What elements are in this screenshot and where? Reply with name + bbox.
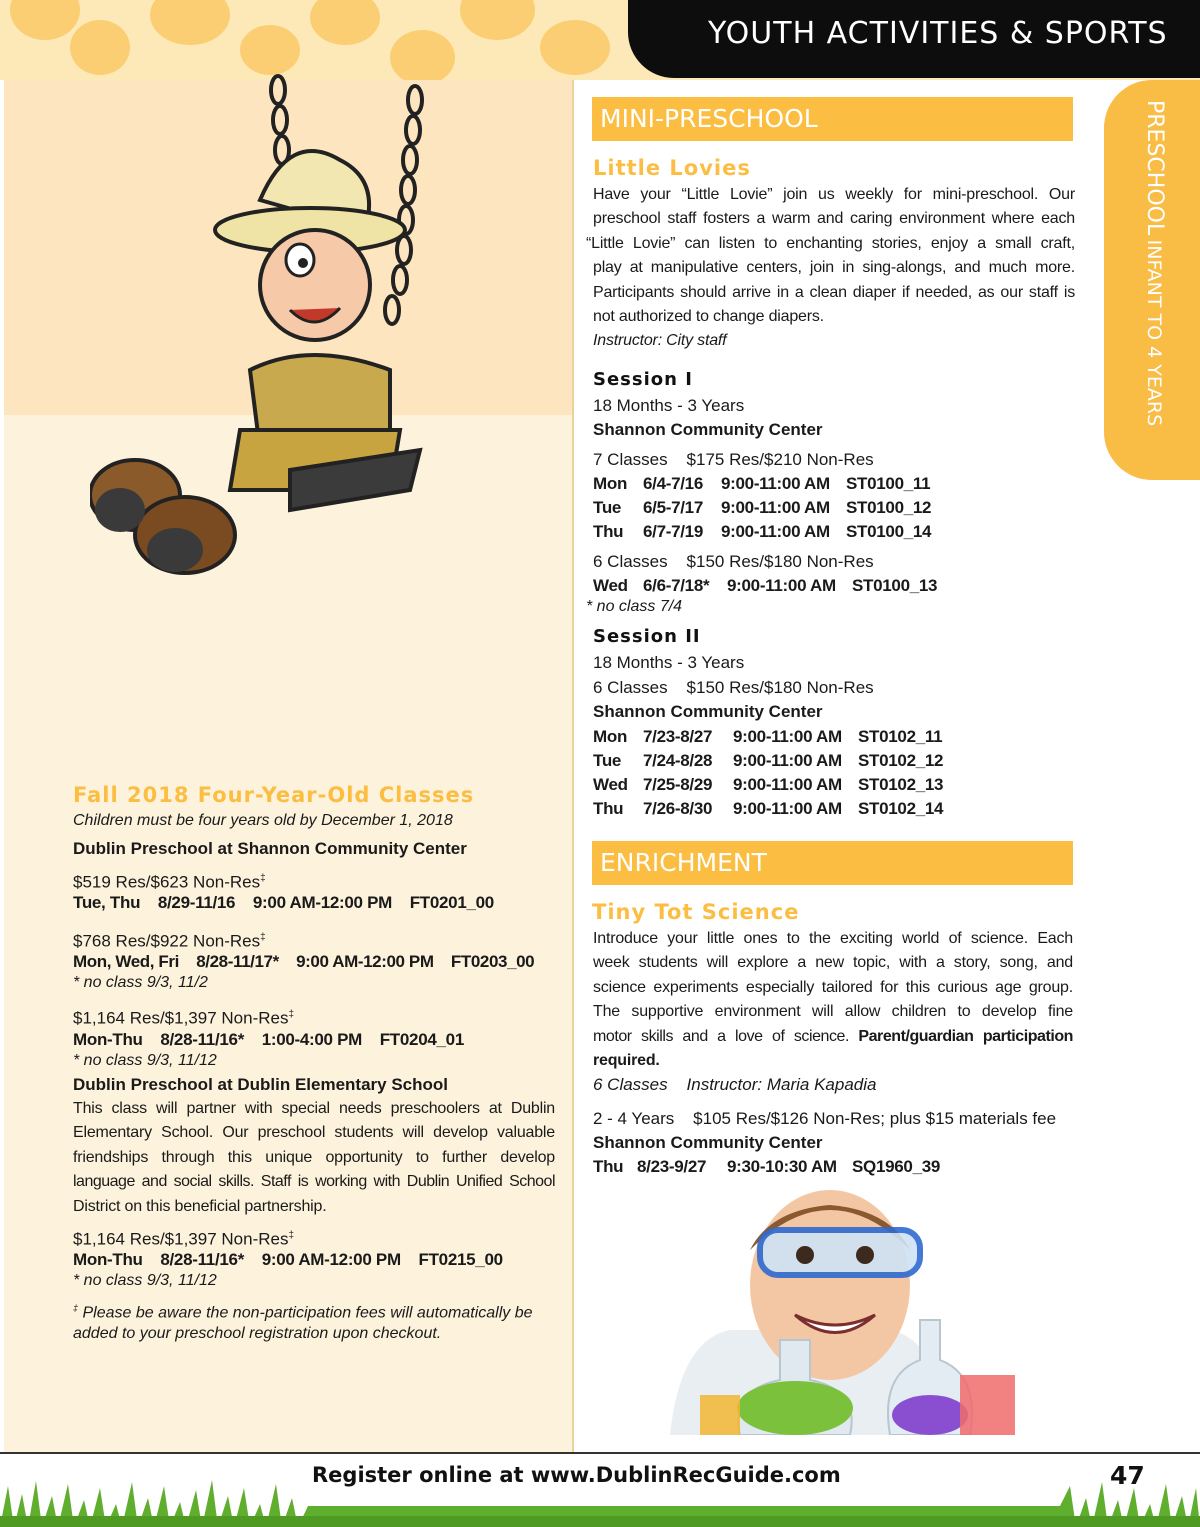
schedule-day: Tue (593, 498, 622, 517)
desc-line: Introduce your little ones to the exciting world of science. Each (593, 930, 1073, 947)
dagger-mark: ‡ (260, 873, 266, 884)
schedule-dates: 6/5-7/17 (643, 498, 703, 517)
fall-note-3: * no class 9/3, 11/12 (73, 1052, 217, 1069)
schedule-row (593, 749, 943, 773)
session-2-location: Shannon Community Center (593, 702, 823, 721)
desc-plain-part: motor skills and a love of science. (593, 1027, 859, 1045)
course-code: ST0100_13 (852, 576, 938, 595)
schedule-day: Tue (593, 751, 622, 770)
course-code: ST0100_12 (846, 498, 932, 517)
session-2-title: Session II (593, 626, 701, 647)
fall-description (73, 1097, 555, 1219)
fall-location-2: Dublin Preschool at Dublin Elementary School (73, 1075, 449, 1094)
side-tab-label (1106, 100, 1166, 470)
schedule-time: 9:00-11:00 AM (721, 522, 830, 541)
tiny-tot-classes-instructor: 6 Classes Instructor: Maria Kapadia (593, 1075, 877, 1094)
footnote-line (73, 1298, 533, 1323)
desc-line: Elementary School. Our preschool students will develop valuable (73, 1124, 555, 1142)
session-1-note: * no class 7/4 (586, 598, 683, 615)
fall-note-2: * no class 9/3, 11/2 (73, 974, 208, 991)
desc-line: required. (593, 1052, 660, 1070)
session-2-ages: 18 Months - 3 Years (593, 653, 745, 672)
desc-line: week students will explore a new topic, with a story, song, and (593, 954, 1073, 972)
session-1-group2-info: 6 Classes $150 Res/$180 Non-Res (593, 552, 874, 571)
schedule-day: Wed (593, 775, 628, 794)
schedule-day: Wed (593, 576, 628, 595)
tiny-tot-price: 2 - 4 Years $105 Res/$126 Non-Res; plus $15 materials fee (593, 1109, 1057, 1128)
course-code: SQ1960_39 (852, 1157, 941, 1176)
side-tab-line1: PRESCHOOL (1142, 100, 1167, 236)
desc-line: “Little Lovie” can listen to enchanting stories, enjoy a small craft, (586, 234, 1075, 252)
desc-line: Have your “Little Lovie” join us weekly for mini-preschool. Our (593, 186, 1075, 203)
course-code: ST0100_11 (846, 474, 931, 493)
mini-preschool-section-bar: MINI-PRESCHOOL (592, 97, 1073, 141)
dagger-mark: ‡ (288, 1009, 295, 1020)
desc-line: friendships through this unique opportunity to further develop (73, 1148, 555, 1166)
schedule-row (593, 496, 931, 520)
schedule-time: 9:00-11:00 AM (727, 576, 836, 595)
tiny-tot-science-title: Tiny Tot Science (592, 900, 800, 924)
boy-on-swing-illustration (90, 70, 430, 630)
schedule-row (593, 773, 943, 797)
register-online-text: Register online at www.DublinRecGuide.com (312, 1463, 841, 1487)
desc-line: play at manipulative centers, join in sing-alongs, and much more. (593, 259, 1075, 277)
schedule-dates: 6/6-7/18* (643, 576, 710, 595)
schedule-time: 9:00-11:00 AM (733, 775, 842, 794)
schedule-time: 9:00-11:00 AM (733, 751, 842, 770)
fall-schedule-row-4: Mon-Thu 8/28-11/16* 9:00 AM-12:00 PM FT0215_00 (73, 1250, 503, 1269)
desc-line: science experiments especially tailored for this curious age group. (593, 978, 1073, 996)
schedule-row (593, 725, 942, 749)
session-1-group1-info: 7 Classes $175 Res/$210 Non-Res (593, 450, 874, 469)
fall-classes-title: Fall 2018 Four-Year-Old Classes (73, 783, 475, 807)
schedule-day: Mon (593, 727, 628, 746)
course-code: ST0102_14 (858, 799, 944, 818)
desc-line: Participants should arrive in a clean diaper if needed, as our staff is (593, 283, 1075, 301)
schedule-dates: 7/26-8/30 (643, 799, 713, 818)
little-lovies-description (586, 183, 1075, 354)
footnote-text: Please be aware the non-participation fees will automatically be (82, 1304, 533, 1322)
fall-schedule-row-1: Tue, Thu 8/29-11/16 9:00 AM-12:00 PM FT0201_00 (73, 893, 494, 912)
footer-divider (0, 1452, 1200, 1454)
schedule-time: 9:30-10:30 AM (727, 1157, 837, 1176)
schedule-row (593, 472, 930, 496)
little-lovies-title: Little Lovies (593, 156, 751, 180)
desc-line: The supportive environment will allow children to develop fine (593, 1003, 1073, 1021)
instructor-line: Instructor: City staff (593, 332, 727, 350)
dagger-mark: ‡ (73, 1303, 79, 1313)
schedule-dates: 8/23-9/27 (637, 1157, 707, 1176)
footnote-line: added to your preschool registration upon checkout. (73, 1325, 442, 1343)
dagger-mark: ‡ (288, 1230, 295, 1241)
session-1-title: Session I (593, 369, 693, 390)
price-text: $1,164 Res/$1,397 Non-Res (73, 1008, 289, 1028)
desc-bold-part: Parent/guardian participation (858, 1027, 1073, 1045)
schedule-time: 9:00-11:00 AM (721, 474, 830, 493)
schedule-row (593, 797, 943, 821)
fall-price-3 (73, 1003, 294, 1031)
fall-location-1: Dublin Preschool at Shannon Community Center (73, 839, 467, 858)
dagger-mark: ‡ (260, 932, 266, 943)
fall-schedule-row-3: Mon-Thu 8/28-11/16* 1:00-4:00 PM FT0204_01 (73, 1030, 464, 1049)
schedule-time: 9:00-11:00 AM (721, 498, 830, 517)
desc-line: preschool staff fosters a warm and caring environment where each (593, 210, 1075, 228)
course-code: ST0102_13 (858, 775, 944, 794)
session-2-info: 6 Classes $150 Res/$180 Non-Res (593, 678, 874, 697)
child-science-photo (590, 1190, 1020, 1435)
schedule-dates: 7/24-8/28 (643, 751, 713, 770)
fall-schedule-row-2: Mon, Wed, Fri 8/28-11/17* 9:00 AM-12:00 PM FT0203_00 (73, 952, 535, 971)
course-code: ST0102_12 (858, 751, 944, 770)
schedule-row (593, 520, 931, 544)
price-text: $768 Res/$922 Non-Res (73, 931, 261, 951)
desc-line: This class will partner with special needs preschoolers at Dublin (73, 1100, 555, 1117)
schedule-day: Thu (593, 522, 624, 541)
tiny-tot-location: Shannon Community Center (593, 1133, 823, 1152)
fall-footnote (73, 1298, 533, 1344)
side-tab-line2: INFANT TO 4 YEARS (1143, 239, 1165, 427)
schedule-day: Thu (593, 799, 624, 818)
schedule-dates: 7/23-8/27 (643, 727, 713, 746)
schedule-time: 9:00-11:00 AM (733, 799, 842, 818)
column-divider (572, 80, 574, 1452)
desc-line: District on this beneficial partnership. (73, 1197, 327, 1215)
fall-classes-subtitle: Children must be four years old by December 1, 2018 (73, 812, 453, 829)
page-number: 47 (1110, 1461, 1145, 1490)
desc-line (593, 1025, 1073, 1049)
course-code: ST0102_11 (858, 727, 943, 746)
desc-line: language and social skills. Staff is working with Dublin Unified School (73, 1173, 555, 1191)
schedule-day: Mon (593, 474, 628, 493)
course-code: ST0100_14 (846, 522, 932, 541)
schedule-day: Thu (593, 1157, 624, 1176)
schedule-time: 9:00-11:00 AM (733, 727, 842, 746)
schedule-dates: 6/4-7/16 (643, 474, 703, 493)
fall-note-4: * no class 9/3, 11/12 (73, 1272, 217, 1289)
enrichment-section-bar: ENRICHMENT (592, 841, 1073, 885)
session-1-location: Shannon Community Center (593, 420, 823, 439)
schedule-row (593, 1155, 940, 1179)
schedule-dates: 7/25-8/29 (643, 775, 713, 794)
tiny-tot-description (593, 927, 1073, 1073)
price-text: $519 Res/$623 Non-Res (73, 872, 261, 892)
price-text: $1,164 Res/$1,397 Non-Res (73, 1229, 289, 1249)
page-section-title: YOUTH ACTIVITIES & SPORTS (708, 16, 1168, 51)
session-1-ages: 18 Months - 3 Years (593, 396, 745, 415)
schedule-dates: 6/7-7/19 (643, 522, 703, 541)
desc-line: not authorized to change diapers. (593, 308, 824, 326)
